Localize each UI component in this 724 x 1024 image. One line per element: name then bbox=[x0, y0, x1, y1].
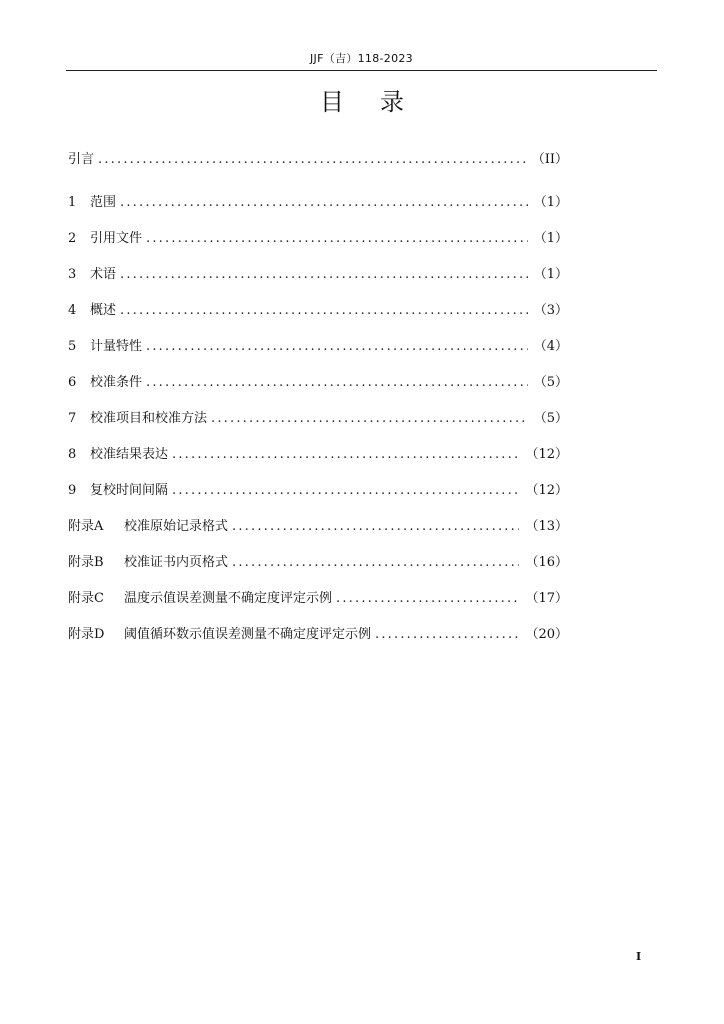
toc-entry-appendix-c[interactable] bbox=[68, 589, 568, 609]
dot-leader bbox=[336, 589, 519, 609]
dot-leader bbox=[375, 625, 519, 645]
toc-entry-label: 温度示值误差测量不确定度评定示例 bbox=[124, 591, 333, 606]
toc-entry-number: 5 bbox=[68, 339, 77, 354]
toc-entry-number: 3 bbox=[68, 267, 77, 282]
toc-entry-4[interactable] bbox=[68, 301, 568, 321]
dot-leader bbox=[120, 265, 528, 285]
toc-entry-foreword[interactable] bbox=[68, 150, 568, 170]
toc-entry-appendix-a[interactable] bbox=[68, 517, 568, 537]
toc-entry-page: （5） bbox=[533, 375, 568, 390]
toc-entry-number: 附录A bbox=[68, 519, 104, 534]
dot-leader bbox=[172, 481, 519, 501]
toc-entry-number: 7 bbox=[68, 411, 77, 426]
toc-entry-page: （4） bbox=[533, 339, 568, 354]
toc-entry-appendix-b[interactable] bbox=[68, 553, 568, 573]
toc-entry-page: （1） bbox=[533, 267, 568, 282]
dot-leader bbox=[146, 337, 528, 357]
toc-entry-page: （17） bbox=[525, 591, 568, 606]
toc-entry-6[interactable] bbox=[68, 373, 568, 393]
toc-entry-number: 8 bbox=[68, 447, 77, 462]
dot-leader bbox=[146, 373, 528, 393]
toc-entry-number: 4 bbox=[68, 303, 77, 318]
toc-entry-label: 校准项目和校准方法 bbox=[90, 411, 208, 426]
toc-entry-2[interactable] bbox=[68, 229, 568, 249]
toc-entry-8[interactable] bbox=[68, 445, 568, 465]
toc-entry-page: （II） bbox=[531, 152, 568, 167]
dot-leader bbox=[120, 193, 528, 213]
toc-entry-number: 9 bbox=[68, 483, 77, 498]
toc-entry-page: （1） bbox=[533, 195, 568, 210]
toc-entry-7[interactable] bbox=[68, 409, 568, 429]
toc-entry-number: 附录C bbox=[68, 591, 104, 606]
dot-leader bbox=[232, 553, 519, 573]
toc-entry-page: （3） bbox=[533, 303, 568, 318]
toc-entry-number: 1 bbox=[68, 195, 77, 210]
toc-entry-page: （13） bbox=[525, 519, 568, 534]
document-code-header: JJF（吉）118-2023 bbox=[66, 52, 657, 71]
toc-entry-number: 附录D bbox=[68, 627, 105, 642]
toc-entry-number: 附录B bbox=[68, 555, 104, 570]
toc-entry-label: 概述 bbox=[90, 303, 117, 318]
dot-leader bbox=[120, 301, 528, 321]
toc-entry-3[interactable] bbox=[68, 265, 568, 285]
toc-entry-number: 6 bbox=[68, 375, 77, 390]
toc-entry-9[interactable] bbox=[68, 481, 568, 501]
page-number: I bbox=[636, 950, 642, 963]
toc-entry-page: （16） bbox=[525, 555, 568, 570]
dot-leader bbox=[211, 409, 528, 429]
toc-entry-appendix-d[interactable] bbox=[68, 625, 568, 645]
dot-leader bbox=[172, 445, 519, 465]
page-title: 目录 bbox=[320, 88, 440, 116]
toc-entry-number: 2 bbox=[68, 231, 77, 246]
toc-entry-label: 术语 bbox=[90, 267, 117, 282]
toc-entry-label: 计量特性 bbox=[90, 339, 143, 354]
toc-entry-1[interactable] bbox=[68, 193, 568, 213]
toc-entry-page: （12） bbox=[525, 483, 568, 498]
dot-leader bbox=[146, 229, 528, 249]
toc-entry-label: 校准原始记录格式 bbox=[124, 519, 229, 534]
toc-entry-page: （20） bbox=[525, 627, 568, 642]
dot-leader bbox=[98, 150, 526, 170]
toc-entry-label: 复校时间间隔 bbox=[90, 483, 169, 498]
toc-entry-label: 阈值循环数示值误差测量不确定度评定示例 bbox=[124, 627, 372, 642]
toc-entry-page: （5） bbox=[533, 411, 568, 426]
toc-entry-page: （1） bbox=[533, 231, 568, 246]
toc-entry-5[interactable] bbox=[68, 337, 568, 357]
toc-entry-label: 引言 bbox=[68, 152, 95, 167]
toc-entry-page: （12） bbox=[525, 447, 568, 462]
toc-entry-label: 引用文件 bbox=[90, 231, 143, 246]
toc-entry-label: 范围 bbox=[90, 195, 117, 210]
toc-entry-label: 校准结果表达 bbox=[90, 447, 169, 462]
toc-entry-label: 校准条件 bbox=[90, 375, 143, 390]
dot-leader bbox=[232, 517, 519, 537]
toc-entry-label: 校准证书内页格式 bbox=[124, 555, 229, 570]
